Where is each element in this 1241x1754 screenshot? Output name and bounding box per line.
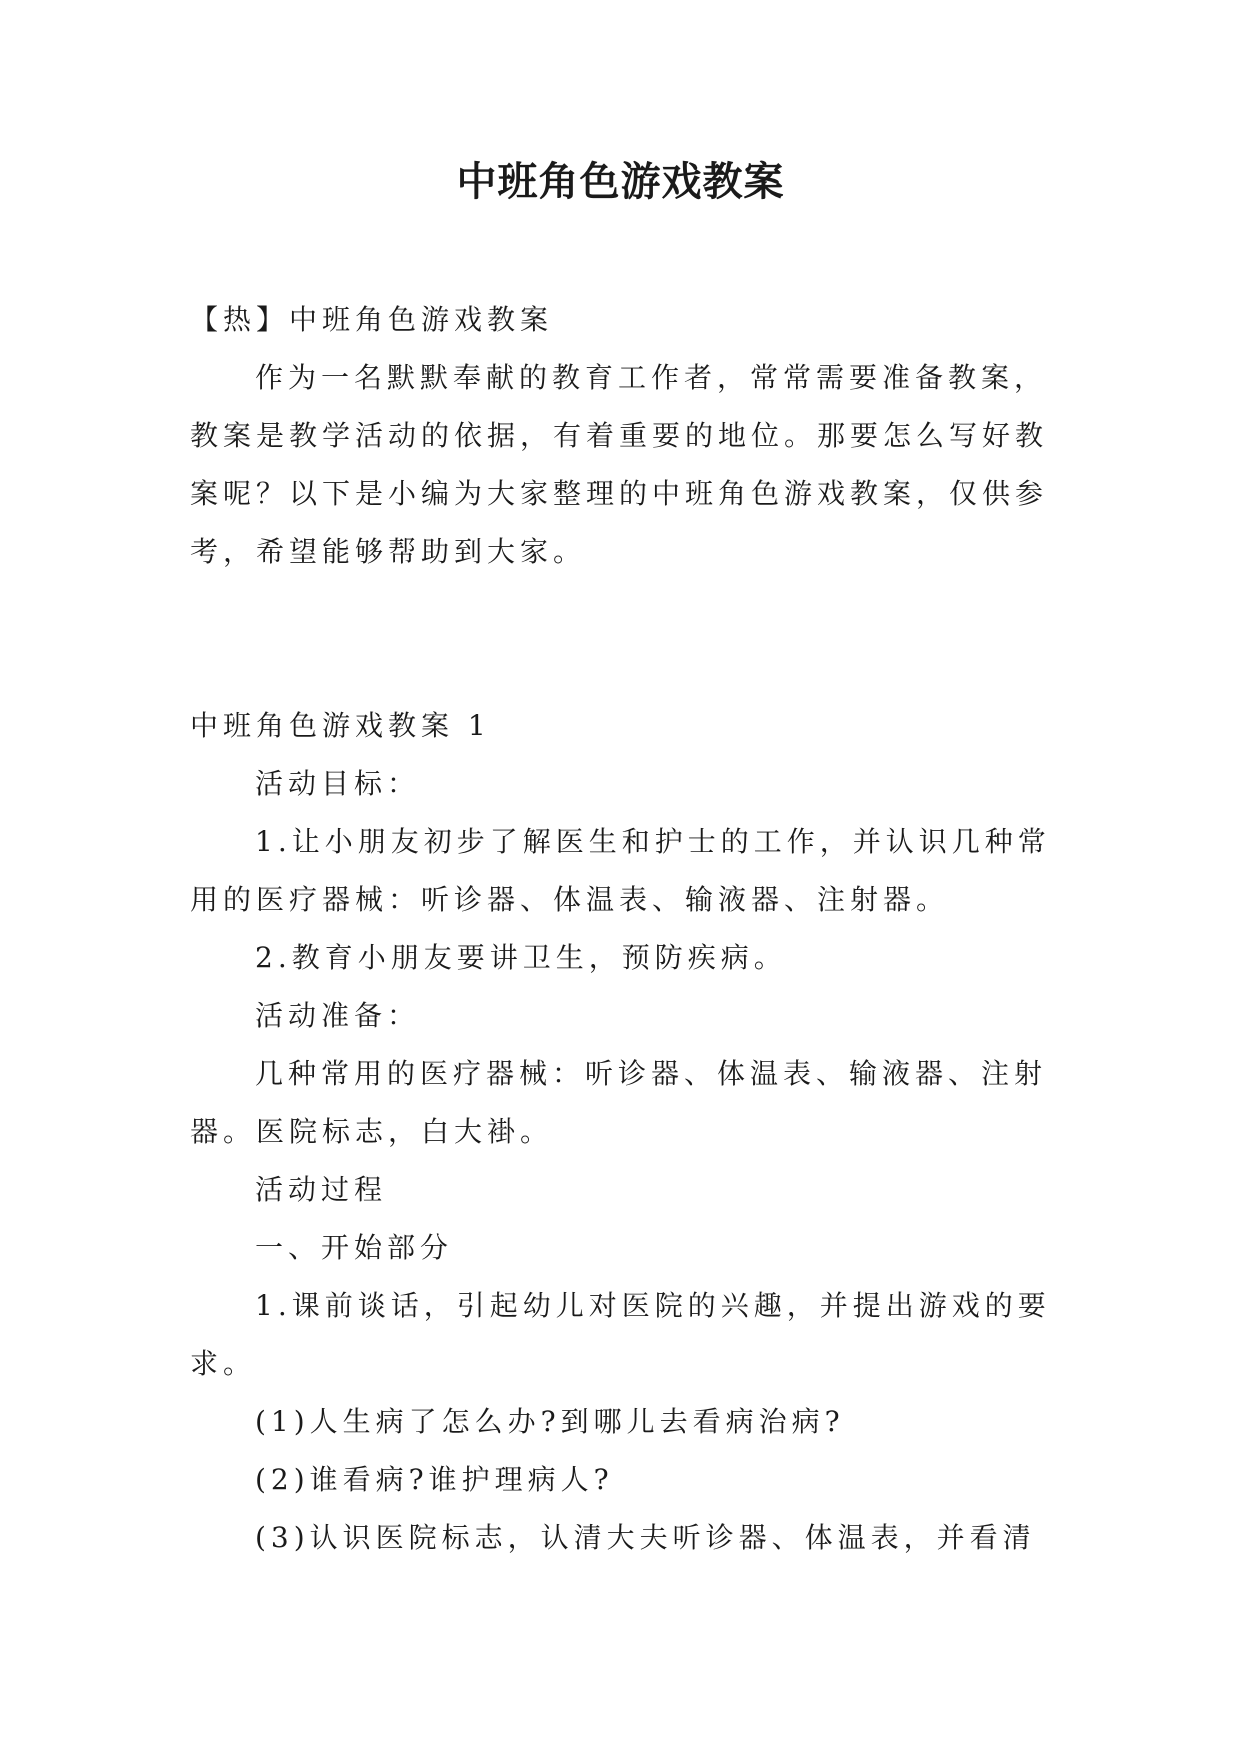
- paragraph-spacer: [190, 581, 1060, 697]
- question-item-2: (2)谁看病?谁护理病人?: [255, 1463, 614, 1496]
- goal-heading: 活动目标：: [255, 767, 421, 800]
- part-one-heading: 一、开始部分: [255, 1231, 454, 1264]
- article-heading: 【热】中班角色游戏教案: [190, 303, 554, 336]
- preparation-text: 几种常用的医疗器械：听诊器、体温表、输液器、注射器。医院标志，白大褂。: [190, 1057, 1048, 1148]
- question-item-1: (1)人生病了怎么办?到哪儿去看病治病?: [255, 1405, 845, 1438]
- document-body: [190, 291, 1060, 1567]
- section-title: 中班角色游戏教案 1: [190, 709, 491, 742]
- process-heading: 活动过程: [255, 1173, 388, 1206]
- goal-item-2: 2.教育小朋友要讲卫生，预防疾病。: [255, 941, 787, 974]
- preparation-heading: 活动准备：: [255, 999, 421, 1032]
- document-title: 中班角色游戏教案: [456, 159, 785, 205]
- step-item-1: 1.课前谈话，引起幼儿对医院的兴趣，并提出游戏的要求。: [190, 1289, 1051, 1380]
- intro-paragraph: 作为一名默默奉献的教育工作者，常常需要准备教案，教案是教学活动的依据，有着重要的地位。那要怎么写好教案呢？以下是小编为大家整理的中班角色游戏教案，仅供参考，希望能够帮助到大家。: [190, 361, 1049, 568]
- question-item-3: (3)认识医院标志，认清大夫听诊器、体温表，并看清: [255, 1521, 1036, 1554]
- goal-item-1: 1.让小朋友初步了解医生和护士的工作，并认识几种常用的医疗器械：听诊器、体温表、输液器、注射器。: [190, 825, 1051, 916]
